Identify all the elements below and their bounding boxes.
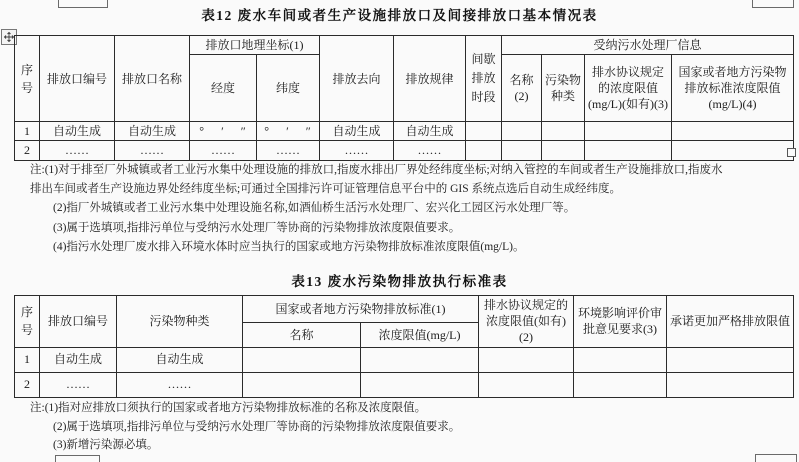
t13-header-stricter-commitment: 承诺更加严格排放限值 — [667, 296, 794, 348]
t12-header-plant-name: 名称(2) — [502, 55, 542, 122]
t12-r2-outlet-number[interactable]: …… — [40, 141, 115, 160]
t12-r2-intermittent[interactable] — [466, 141, 502, 160]
table12 — [14, 35, 794, 161]
t13-r1-pollutant-type[interactable]: 自动生成 — [117, 347, 243, 372]
note-line: (3)属于选填项,指排污单位与受纳污水处理厂等协商的污染物排放浓度限值要求。 — [53, 221, 461, 234]
t13-header-standard-name: 名称 — [243, 322, 361, 347]
t12-header-discharge-pattern: 排放规律 — [394, 36, 466, 122]
t13-r2-standard-name[interactable] — [243, 372, 361, 397]
t12-r2-national-limit[interactable] — [672, 141, 794, 160]
note-line: (2)属于选填项,指排污单位与受纳污水处理厂等协商的污染物排放浓度限值要求。 — [53, 420, 461, 433]
table13-notes — [30, 399, 798, 455]
t13-r2-concentration-limit[interactable] — [361, 372, 479, 397]
table13 — [14, 295, 794, 398]
t12-r1-destination[interactable]: 自动生成 — [320, 122, 394, 141]
t13-r1-seq[interactable]: 1 — [15, 347, 40, 372]
note-line: (4)指污水处理厂废水排入环境水体时应当执行的国家或地方污染物排放标准浓度限值(mg/L)。 — [53, 240, 525, 253]
note-line: (2)指厂外城镇或者工业污水集中处理设施名称,如酒仙桥生活污水处理厂、宏兴化工园区污水处理厂等。 — [53, 202, 576, 215]
t13-r2-pollutant-type[interactable]: …… — [117, 372, 243, 397]
t12-r1-intermittent[interactable] — [466, 122, 502, 141]
t13-header-agreement-limit: 排水协议规定的浓度限值(如有)(2) — [479, 296, 574, 348]
t12-r2-destination[interactable]: …… — [320, 141, 394, 160]
t12-header-receiving-plant-info: 受纳污水处理厂信息 — [502, 36, 794, 55]
t13-r1-eia-requirement[interactable] — [574, 347, 667, 372]
t12-header-outlet-number: 排放口编号 — [40, 36, 115, 122]
t13-r2-stricter-commitment[interactable] — [667, 372, 794, 397]
t12-header-longitude: 经度 — [190, 55, 257, 122]
t13-header-seq-label: 序号 — [20, 305, 33, 338]
t12-header-outlet-name: 排放口名称 — [115, 36, 190, 122]
t12-header-intermittent-period-label: 间歇排放时段 — [471, 51, 496, 105]
t12-r1-outlet-number[interactable]: 自动生成 — [40, 122, 115, 141]
t12-r1-latitude[interactable]: ° ′ ″ — [257, 122, 320, 141]
table-row — [15, 122, 794, 141]
t13-r2-eia-requirement[interactable] — [574, 372, 667, 397]
t12-r2-plant-name[interactable] — [502, 141, 542, 160]
t13-header-concentration-limit: 浓度限值(mg/L) — [361, 322, 479, 347]
page-artifact-bottom-right — [755, 454, 797, 462]
t13-header-eia-requirement: 环境影响评价审批意见要求(3) — [574, 296, 667, 348]
t12-header-agreement-limit: 排水协议规定的浓度限值(mg/L)(如有)(3) — [585, 55, 672, 122]
t13-r1-standard-name[interactable] — [243, 347, 361, 372]
t13-r1-stricter-commitment[interactable] — [667, 347, 794, 372]
t13-r1-agreement-limit[interactable] — [479, 347, 574, 372]
t13-r2-seq[interactable]: 2 — [15, 372, 40, 397]
t12-header-intermittent-period — [466, 36, 502, 122]
t12-r1-plant-name[interactable] — [502, 122, 542, 141]
t12-r1-agreement-limit[interactable] — [585, 122, 672, 141]
t13-r2-outlet-number[interactable]: …… — [40, 372, 117, 397]
table-row — [15, 372, 794, 397]
note-line: 注:(1)指对应排放口须执行的国家或者地方污染物排放标准的名称及浓度限值。 — [30, 402, 427, 414]
t12-r2-latitude[interactable]: …… — [257, 141, 320, 160]
table-row — [15, 141, 794, 160]
t12-header-seq-label: 序号 — [20, 62, 33, 95]
t12-header-discharge-destination: 排放去向 — [320, 36, 394, 122]
note-line: 注:(1)对于排至厂外城镇或者工业污水集中处理设施的排放口,指废水排出厂界处经纬度坐标;对纳入管控的车间或者生产设施排放口,指废水 — [30, 164, 723, 176]
t13-r1-concentration-limit[interactable] — [361, 347, 479, 372]
table-row — [15, 347, 794, 372]
t12-r2-longitude[interactable]: …… — [190, 141, 257, 160]
t13-header-seq — [15, 296, 40, 348]
page-artifact-bottom-left — [55, 455, 100, 462]
t12-header-geo-coords: 排放口地理坐标(1) — [190, 36, 320, 55]
t12-header-seq — [15, 36, 40, 122]
t12-r2-agreement-limit[interactable] — [585, 141, 672, 160]
t12-r1-pattern[interactable]: 自动生成 — [394, 122, 466, 141]
t12-r2-pollutant-type[interactable] — [542, 141, 585, 160]
t13-r2-agreement-limit[interactable] — [479, 372, 574, 397]
table12-title: 表12 废水车间或者生产设施排放口及间接排放口基本情况表 — [201, 8, 598, 23]
table-resize-handle[interactable] — [787, 148, 796, 157]
t12-header-national-limit: 国家或者地方污染物排放标准浓度限值(mg/L)(4) — [672, 55, 794, 122]
t12-r1-seq[interactable]: 1 — [15, 122, 40, 141]
t12-r2-seq[interactable]: 2 — [15, 141, 40, 160]
note-line: 排出车间或者生产设施边界处经纬度坐标;可通过全国排污许可证管理信息平台中的 GIS 系统点选后自动生成经纬度。 — [30, 183, 621, 196]
t12-header-pollutant-type: 污染物种类 — [542, 55, 585, 122]
table12-notes — [30, 161, 798, 257]
t12-r2-outlet-name[interactable]: …… — [115, 141, 190, 160]
t13-header-outlet-number: 排放口编号 — [40, 296, 117, 348]
note-line: (3)新增污染源必填。 — [53, 439, 159, 451]
t12-r1-outlet-name[interactable]: 自动生成 — [115, 122, 190, 141]
t12-r1-longitude[interactable]: ° ′ ″ — [190, 122, 257, 141]
t13-header-pollutant-type: 污染物种类 — [117, 296, 243, 348]
t12-r1-pollutant-type[interactable] — [542, 122, 585, 141]
t13-r1-outlet-number[interactable]: 自动生成 — [40, 347, 117, 372]
t12-header-latitude: 纬度 — [257, 55, 320, 122]
table13-title: 表13 废水污染物排放执行标准表 — [291, 274, 508, 289]
t12-r2-pattern[interactable]: …… — [394, 141, 466, 160]
t12-r1-national-limit[interactable] — [672, 122, 794, 141]
t13-header-standard: 国家或者地方污染物排放标准(1) — [243, 296, 479, 323]
